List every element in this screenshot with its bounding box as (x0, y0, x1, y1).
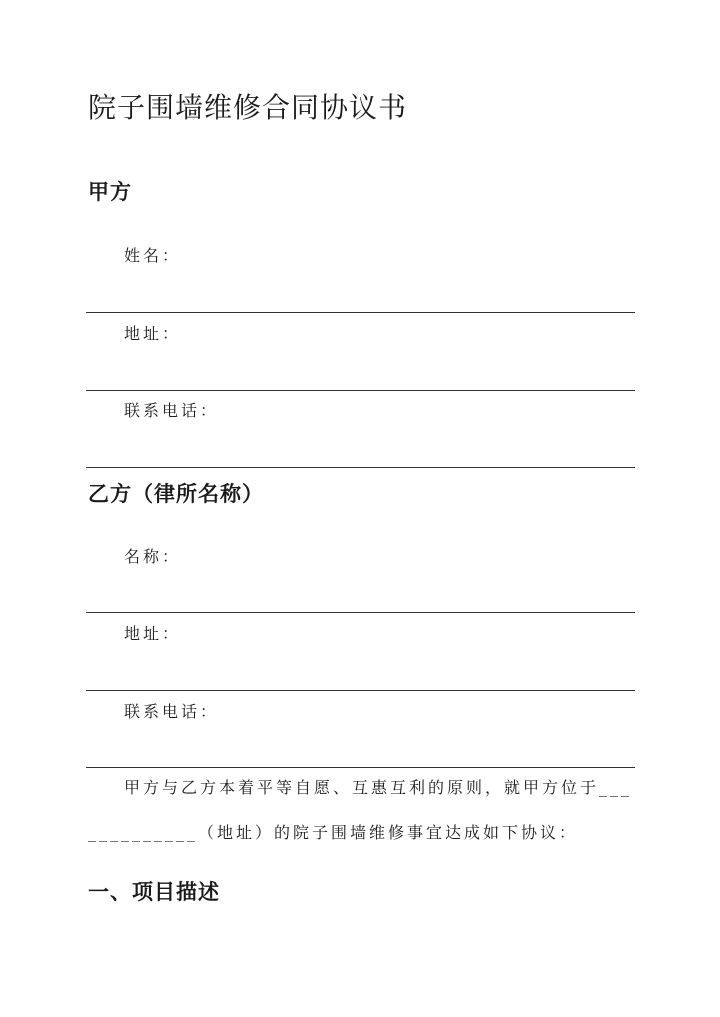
party-b-address-label: 地址： (124, 624, 182, 643)
party-a-name-label: 姓名： (124, 246, 182, 265)
party-a-address-label: 地址： (124, 324, 182, 343)
party-b-name-line (86, 612, 635, 613)
party-a-phone-label: 联系电话： (124, 401, 220, 420)
party-a-address-line (86, 390, 635, 391)
party-a-name-line (86, 312, 635, 313)
party-a-phone-line (86, 467, 635, 468)
intro-paragraph-line-2: __________（地址）的院子围墙维修事宜达成如下协议： (88, 823, 579, 842)
party-b-phone-line (86, 767, 635, 768)
party-b-heading: 乙方（律所名称） (88, 481, 264, 506)
section-1-heading: 一、项目描述 (88, 879, 220, 904)
party-b-name-label: 名称： (124, 547, 182, 566)
party-b-phone-label: 联系电话： (124, 702, 220, 721)
party-b-address-line (86, 690, 635, 691)
intro-paragraph-line-1: 甲方与乙方本着平等自愿、互惠互利的原则，就甲方位于___ (124, 778, 633, 797)
party-a-heading: 甲方 (88, 179, 132, 204)
document-title: 院子围墙维修合同协议书 (88, 91, 408, 124)
